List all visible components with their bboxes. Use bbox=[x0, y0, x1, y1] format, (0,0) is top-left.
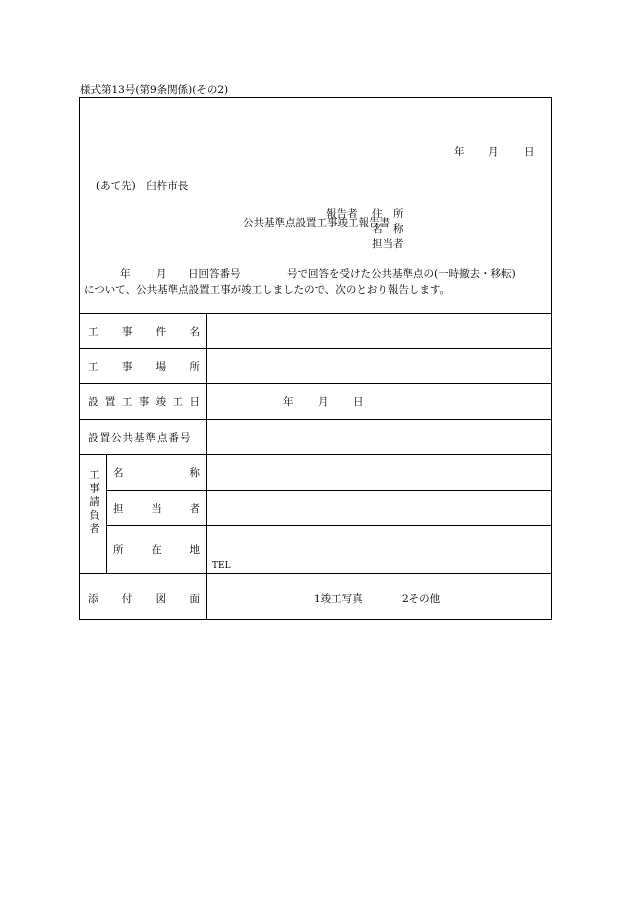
body-year: 年 bbox=[120, 268, 131, 280]
project-place-label: 工 事 場 所 bbox=[88, 361, 200, 373]
contractor-person-label: 担 当 者 bbox=[113, 503, 200, 515]
date-month: 月 bbox=[488, 146, 499, 158]
completion-date-label: 設 置 工 事 竣 工 日 bbox=[88, 396, 200, 408]
contractor-label: 工事請負者 bbox=[88, 469, 100, 537]
form-title: 公共基準点設置工事竣工報告書 bbox=[243, 217, 390, 229]
completion-date-year: 年 bbox=[283, 396, 294, 408]
contractor-name-label: 名 称 bbox=[113, 467, 200, 479]
reporter-address-label: 住 所 bbox=[372, 208, 404, 220]
report-form bbox=[79, 97, 552, 620]
body-line1-tail: 号で回答を受けた公共基準点の(一時撤去・移転) bbox=[287, 268, 516, 280]
date-year: 年 bbox=[454, 146, 465, 158]
date-day: 日 bbox=[524, 146, 535, 158]
completion-date-month: 月 bbox=[318, 396, 329, 408]
project-name-label: 工 事 件 名 bbox=[88, 326, 200, 338]
reporter-person-label: 担当者 bbox=[372, 238, 404, 250]
completion-date-day: 日 bbox=[353, 396, 364, 408]
reporter-label: 報告者 bbox=[326, 208, 358, 220]
body-line2: について、公共基準点設置工事が竣工しましたので、次のとおり報告します。 bbox=[84, 284, 451, 296]
attachment-item-other: 2その他 bbox=[402, 593, 441, 605]
body-month: 月 bbox=[156, 268, 167, 280]
reporter-name-label: 名 称 bbox=[372, 223, 404, 235]
attachment-item-photo: 1竣工写真 bbox=[314, 593, 363, 605]
form-number: 様式第13号(第9条関係)(その2) bbox=[80, 84, 229, 96]
contractor-tel-label: TEL bbox=[212, 561, 231, 571]
benchmark-number-label: 設置公共基準点番号 bbox=[88, 432, 192, 444]
body-day-reply: 日回答番号 bbox=[188, 268, 241, 280]
addressee: (あて先) 臼杵市長 bbox=[96, 180, 189, 192]
contractor-location-label: 所 在 地 bbox=[113, 544, 200, 556]
attachment-label: 添 付 図 面 bbox=[88, 593, 200, 605]
